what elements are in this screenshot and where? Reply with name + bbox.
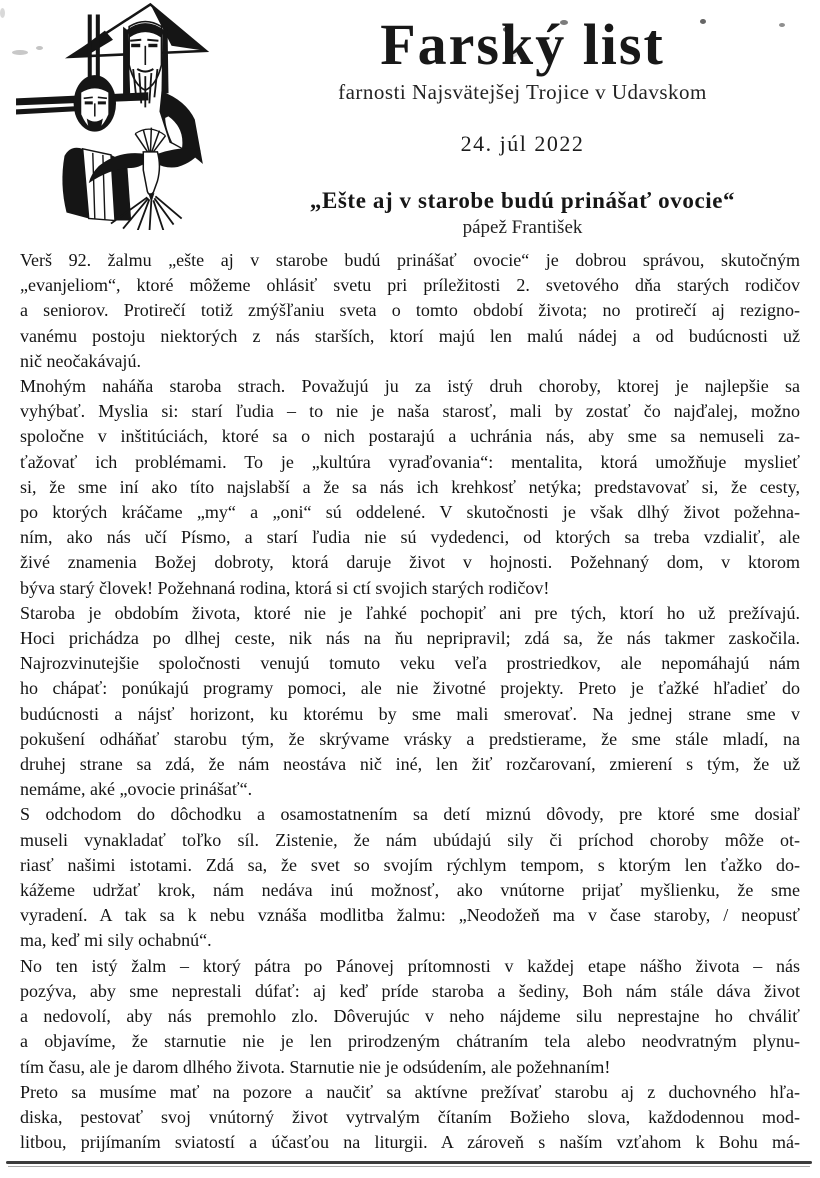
text-line: „evanjeliom“, ktoré môžeme ohlásiť svetu pri príležitosti 2. svetového dňa starých rodičov [20, 275, 800, 296]
text-line: vanému postoju niektorých z nás starších, ktorí majú len malú nádej a od budúcnosti už [20, 325, 800, 346]
text-line: spoločne v inštitúciách, ktoré sa o nich postarajú a uchránia nás, aby sme sa nemuseli za- [20, 426, 800, 447]
paragraph [20, 1080, 800, 1156]
text-line: kážeme udržať krok, nám nedáva inú možnosť, ako vnútorne prijať myšlienku, že sme [20, 880, 800, 901]
text-line: ma, keď mi sily ochabnú“. [20, 930, 212, 951]
quote-author: pápež František [462, 217, 583, 238]
text-line: budúcnosti a nájsť horizont, ku ktorému by sme mali smerovať. Na jednej strane sme v [20, 703, 800, 724]
text-line: Verš 92. žalmu „ešte aj v starobe budú prinášať ovocie“ je dobrou správou, skutočným [20, 250, 800, 270]
text-line: pozýva, aby sme neprestali dúfať: aj keď príde staroba a šediny, Boh nám stále dáva život [20, 980, 800, 1001]
text-line: živé znamenia Božej dobroty, ktorá daruje život v hojnosti. Požehnaný dom, v ktorom [20, 552, 800, 573]
text-line: a seniorov. Protirečí totiž zmýšľaniu sveta o tomto období života; no protirečí aj rezigno- [20, 300, 800, 321]
text-line: Najrozvinutejšie spoločnosti venujú tomuto veku veľa prostriedkov, ale nepomáhajú nám [20, 653, 800, 674]
article-body [20, 248, 800, 1155]
text-line: druhej strane sa zdá, že nám neostáva nič iné, len žiť rozčarovaní, zmierení s tým, že už [20, 754, 800, 775]
newsletter-subtitle: farnosti Najsvätejšej Trojice v Udavskom [338, 80, 707, 104]
text-line: No ten istý žalm – ktorý pátra po Pánovej prítomnosti v každej etape nášho života – nás [20, 955, 800, 976]
text-line: litbou, prijímaním sviatostí a účasťou na liturgii. A zároveň s naším vzťahom k Bohu má- [20, 1132, 800, 1153]
text-line: a objavíme, že starnutie nie je len prirodzeným chátraním tela alebo neodvratným plynu- [20, 1031, 800, 1052]
paragraph [20, 802, 800, 953]
text-line: vyradení. A tak sa k nebu vznáša modlitba žalmu: „Neodožeň ma v čase staroby, / neopusť [20, 905, 800, 926]
paragraph [20, 374, 800, 601]
text-line: ho chápať: ponúkajú programy pomoci, ale nie životné projekty. Preto je ťažké hľadieť do [20, 678, 800, 699]
text-line: nič neočakávajú. [20, 350, 141, 371]
paragraph [20, 248, 800, 374]
holy-trinity-illustration [14, 2, 216, 230]
issue-date: 24. júl 2022 [460, 131, 585, 156]
text-line: Hoci prichádza po dlhej ceste, nik nás na ňu nepripravil; zdá sa, že nás takmer zaskočila. [20, 628, 800, 649]
text-line: pokušení odháňať starobu tým, že skrývame vrásky a predstierame, že sme stále mladí, na [20, 728, 800, 749]
paragraph [20, 954, 800, 1080]
text-line: býva starý človek! Požehnaná rodina, ktorá si ctí svojich starých rodičov! [20, 577, 550, 598]
text-line: a nedovolí, aby nás premohlo zlo. Dôverujúc v neho nájdeme silu neprestajne ho chváliť [20, 1006, 800, 1027]
text-line: nemáme, aké „ovocie prinášať“. [20, 779, 253, 800]
text-line: po ktorých kráčame „my“ a „oni“ sú oddelené. V skutočnosti je však dlhý život požehna- [20, 502, 800, 523]
text-line: S odchodom do dôchodku a osamostatnením sa detí miznú dôvody, pre ktoré sme dosiaľ [20, 804, 800, 825]
text-line: museli vynakladať toľko síl. Zistenie, že nám ubúdajú sily či príchod choroby môže ot- [20, 829, 800, 850]
text-line: Staroba je obdobím života, ktoré nie je ľahké pochopiť ani pre tých, ktorí ho už prežívajú. [20, 602, 800, 623]
scan-speck [0, 8, 5, 18]
text-line: riasť našimi istotami. Zdá sa, že svet so svojím rýchlym tempom, s ktorým len ťažko do- [20, 854, 800, 875]
newsletter-title: Farský list [380, 12, 665, 77]
text-line: Preto sa musíme mať na pozore a naučiť sa aktívne prežívať starobu aj z duchovného hľa- [20, 1081, 800, 1102]
paragraph [20, 601, 800, 803]
text-line: vyhýbať. Myslia si: starí ľudia – to nie je naša starosť, mali by zostať čo najďalej, možno [20, 401, 800, 422]
text-line: ťažovať ich problémami. To je „kultúra vyraďovania“: mentalita, ktorá umožňuje myslieť [20, 451, 800, 472]
text-line: si, že sme iní ako títo najslabší a že sa nás ich krehkosť netýka; predstavovať si, že cesty, [20, 476, 800, 497]
text-line: tím času, ale je darom dlhého života. Starnutie nie je odsúdením, ale požehnaním! [20, 1056, 611, 1077]
holy-trinity-line-art-svg [14, 2, 216, 230]
text-line: ním, ako nás učí Písmo, a starí ľudia nie sú vydedenci, od ktorých sa treba vzdialiť, ale [20, 527, 800, 548]
headline-quote: „Ešte aj v starobe budú prinášať ovocie“ [309, 188, 736, 213]
text-line: Mnohým naháňa staroba strach. Považujú ju za istý druh choroby, ktorej je najlepšie sa [20, 376, 800, 397]
masthead-text [235, 14, 810, 239]
text-line: diska, pestovať svoj vnútorný život vytrvalým čítaním Božieho slova, každodennou mod- [20, 1106, 800, 1127]
page-bottom-rule [6, 1161, 812, 1164]
